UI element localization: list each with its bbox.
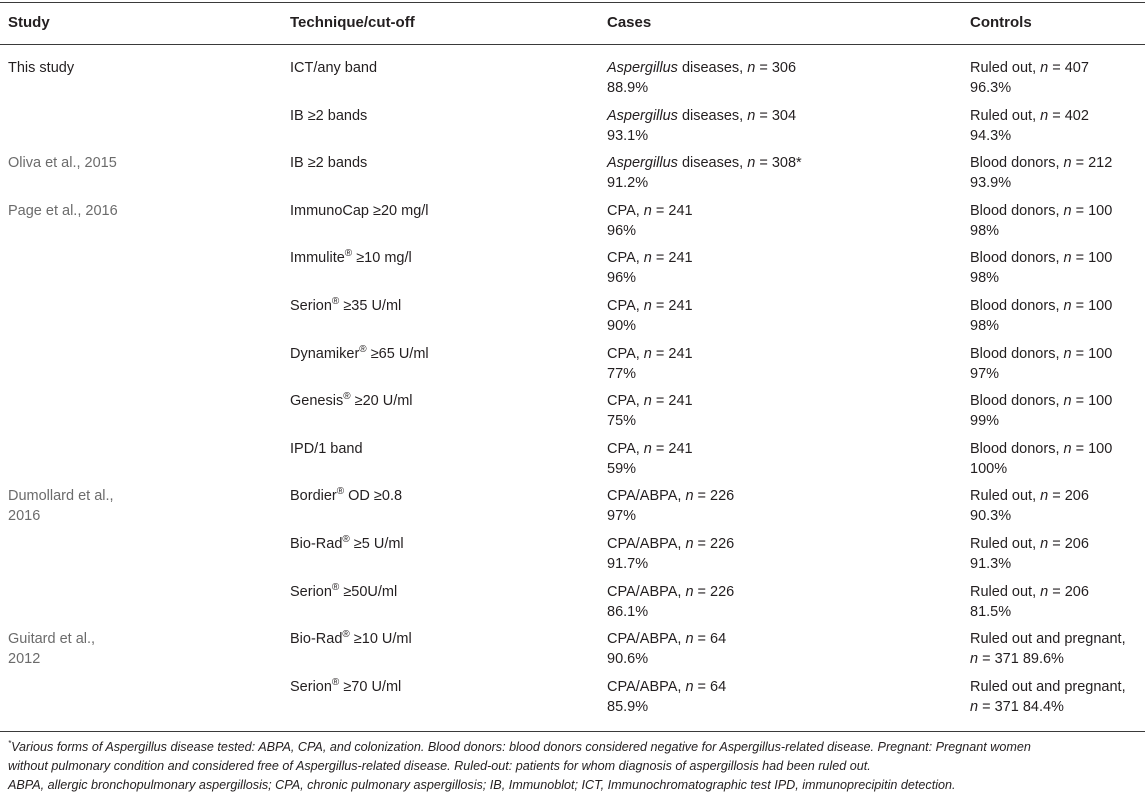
table-row <box>0 106 1145 152</box>
header-rule <box>0 44 1145 45</box>
cell-controls: Ruled out, n = 206 81.5% <box>970 584 1089 620</box>
table-row <box>0 344 1145 390</box>
table-bottom-rule <box>0 731 1145 732</box>
table-row <box>0 58 1145 104</box>
cell-cases: CPA, n = 241 77% <box>607 346 693 382</box>
cell-cases: CPA/ABPA, n = 226 86.1% <box>607 584 735 620</box>
table-row <box>0 153 1145 199</box>
cell-study: This study <box>8 60 75 76</box>
cell-cases: CPA/ABPA, n = 226 97% <box>607 488 735 524</box>
cell-controls: Ruled out and pregnant, n = 371 89.6% <box>970 631 1126 667</box>
cell-technique: Bio-Rad® ≥5 U/ml <box>290 534 404 552</box>
footnote-1: *Various forms of Aspergillus disease tested: ABPA, CPA, and colonization. Blood donors: blood donors considered negative for Aspergillus-related disease. Pregnant: Pregnant women <box>8 738 1031 754</box>
table-row <box>0 677 1145 723</box>
cell-technique: IPD/1 band <box>290 441 363 457</box>
header-study: Study <box>8 14 50 31</box>
cell-study: Guitard et al., 2012 <box>8 631 96 667</box>
cell-controls: Blood donors, n = 100 97% <box>970 346 1113 382</box>
cell-technique: ICT/any band <box>290 60 378 76</box>
cell-technique: Dynamiker® ≥65 U/ml <box>290 344 429 362</box>
cell-controls: Ruled out, n = 206 90.3% <box>970 488 1089 524</box>
cell-controls: Ruled out and pregnant, n = 371 84.4% <box>970 679 1126 715</box>
cell-technique: Bio-Rad® ≥10 U/ml <box>290 629 412 647</box>
table-row <box>0 296 1145 342</box>
cell-controls: Ruled out, n = 206 91.3% <box>970 536 1089 572</box>
cell-technique: IB ≥2 bands <box>290 155 368 171</box>
cell-cases: CPA, n = 241 96% <box>607 250 693 286</box>
cell-technique: Serion® ≥70 U/ml <box>290 677 402 695</box>
header-technique: Technique/cut-off <box>290 14 415 31</box>
table-row <box>0 534 1145 580</box>
footnote-abbreviations: ABPA, allergic bronchopulmonary aspergillosis; CPA, chronic pulmonary aspergillosis; IB, Immunoblot; ICT, Immunochromatographic test IPD, immunoprecipitin detection. <box>8 778 956 792</box>
cell-controls: Blood donors, n = 100 100% <box>970 441 1113 477</box>
cell-controls: Ruled out, n = 402 94.3% <box>970 108 1089 144</box>
header-cases: Cases <box>607 14 652 31</box>
cell-cases: Aspergillus diseases, n = 306 88.9% <box>607 60 797 96</box>
table-row <box>0 439 1145 485</box>
cell-cases: CPA, n = 241 75% <box>607 393 693 429</box>
cell-controls: Blood donors, n = 100 98% <box>970 203 1113 239</box>
cell-controls: Ruled out, n = 407 96.3% <box>970 60 1089 96</box>
cell-technique: Serion® ≥50U/ml <box>290 582 398 600</box>
cell-cases: Aspergillus diseases, n = 308* 91.2% <box>607 155 802 191</box>
cell-study: Page et al., 2016 <box>8 203 118 219</box>
cell-technique: ImmunoCap ≥20 mg/l <box>290 203 429 219</box>
cell-study: Dumollard et al., 2016 <box>8 488 114 524</box>
cell-cases: CPA, n = 241 96% <box>607 203 693 239</box>
cell-cases: CPA/ABPA, n = 64 90.6% <box>607 631 727 667</box>
cell-cases: CPA/ABPA, n = 226 91.7% <box>607 536 735 572</box>
table-row <box>0 582 1145 628</box>
table-row <box>0 201 1145 247</box>
cell-controls: Blood donors, n = 212 93.9% <box>970 155 1113 191</box>
cell-technique: Immulite® ≥10 mg/l <box>290 248 412 266</box>
cell-study: Oliva et al., 2015 <box>8 155 117 171</box>
cell-controls: Blood donors, n = 100 99% <box>970 393 1113 429</box>
table-top-rule <box>0 2 1145 3</box>
table-row <box>0 486 1145 532</box>
footnote-star: * <box>8 738 12 748</box>
table-row <box>0 629 1145 675</box>
cell-cases: CPA/ABPA, n = 64 85.9% <box>607 679 727 715</box>
header-controls: Controls <box>970 14 1032 31</box>
cell-technique: Genesis® ≥20 U/ml <box>290 391 413 409</box>
footnotes <box>8 738 1140 795</box>
cell-technique: Serion® ≥35 U/ml <box>290 296 402 314</box>
cell-cases: CPA, n = 241 59% <box>607 441 693 477</box>
cell-controls: Blood donors, n = 100 98% <box>970 250 1113 286</box>
cell-cases: Aspergillus diseases, n = 304 93.1% <box>607 108 797 144</box>
cell-technique: IB ≥2 bands <box>290 108 368 124</box>
table-row <box>0 391 1145 437</box>
cell-cases: CPA, n = 241 90% <box>607 298 693 334</box>
cell-controls: Blood donors, n = 100 98% <box>970 298 1113 334</box>
table-row <box>0 248 1145 294</box>
footnote-2: without pulmonary condition and considered free of Aspergillus-related disease. Ruled-out: patients for whom diagnosis of aspergillosis had been ruled out. <box>8 759 871 773</box>
cell-technique: Bordier® OD ≥0.8 <box>290 486 403 504</box>
